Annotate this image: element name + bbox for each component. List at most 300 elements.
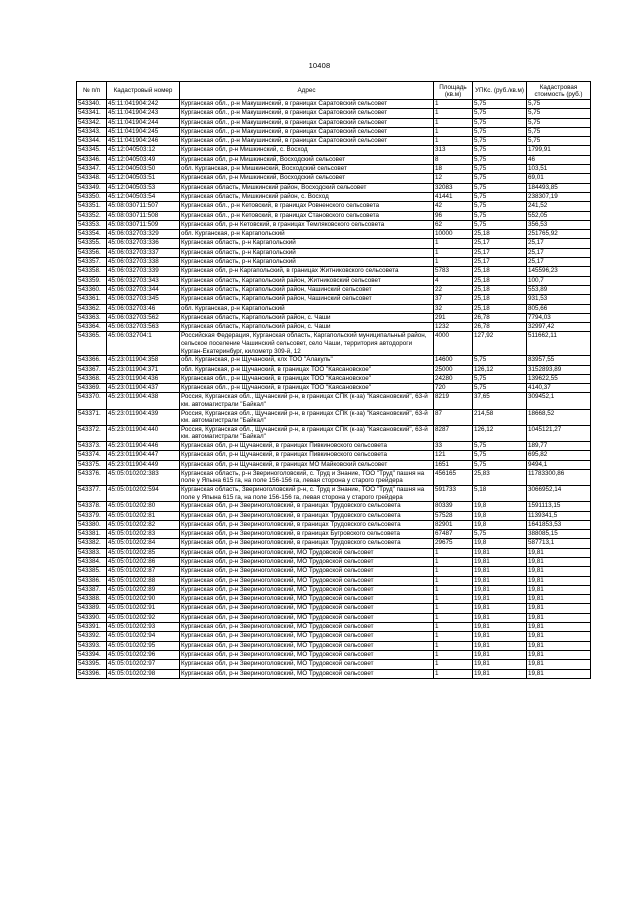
column-header-address: Адрес bbox=[180, 82, 434, 100]
unit-value-cell: 5,75 bbox=[473, 155, 527, 164]
cadastral-value-cell: 238307,19 bbox=[527, 192, 591, 201]
address-cell: Курганская обл, р-н Звериноголовский, МО Трудовской сельсовет bbox=[180, 567, 434, 576]
row-number-cell: 543361. bbox=[77, 295, 107, 304]
table-header-row bbox=[77, 82, 591, 100]
address-cell: Курганская обл, р-н Щучанский, в границах Пивкиновского сельсовета bbox=[180, 441, 434, 450]
table-row bbox=[77, 384, 591, 393]
area-cell: 1 bbox=[434, 118, 473, 127]
cadastral-number-cell: 45:05:010202:594 bbox=[107, 486, 180, 502]
address-cell: Курганская область, р-н Каргапольский bbox=[180, 239, 434, 248]
area-cell: 22 bbox=[434, 285, 473, 294]
table-row bbox=[77, 192, 591, 201]
area-cell: 4 bbox=[434, 276, 473, 285]
table-row bbox=[77, 613, 591, 622]
address-cell: Курганская обл, р-н Кетовский, в границах Темляковского сельсовета bbox=[180, 220, 434, 229]
area-cell: 8287 bbox=[434, 425, 473, 441]
cadastral-number-cell: 45:08:030711:507 bbox=[107, 202, 180, 211]
cadastral-number-cell: 45:05:010202:96 bbox=[107, 650, 180, 659]
area-cell: 1 bbox=[434, 641, 473, 650]
area-cell: 1 bbox=[434, 613, 473, 622]
address-cell: Курганская обл, р-н Звериноголовский, МО Трудовской сельсовет bbox=[180, 576, 434, 585]
row-number-cell: 543385. bbox=[77, 567, 107, 576]
unit-value-cell: 26,78 bbox=[473, 323, 527, 332]
cadastral-number-cell: 45:12:040503:53 bbox=[107, 183, 180, 192]
cadastral-number-cell: 45:06:032703:562 bbox=[107, 313, 180, 322]
address-cell: Курганская область, р-н Каргапольский bbox=[180, 248, 434, 257]
area-cell: 10000 bbox=[434, 230, 473, 239]
row-number-cell: 543383. bbox=[77, 548, 107, 557]
unit-value-cell: 26,78 bbox=[473, 313, 527, 322]
unit-value-cell: 5,75 bbox=[473, 374, 527, 383]
table-row bbox=[77, 539, 591, 548]
table-row bbox=[77, 267, 591, 276]
area-cell: 80339 bbox=[434, 502, 473, 511]
area-cell: 12 bbox=[434, 174, 473, 183]
address-cell: Курганская обл., р-н Макушинский, в границах Саратовский сельсовет bbox=[180, 100, 434, 109]
unit-value-cell: 5,75 bbox=[473, 530, 527, 539]
cadastral-value-cell: 388085,15 bbox=[527, 530, 591, 539]
row-number-cell: 543354. bbox=[77, 230, 107, 239]
address-cell: Курганская обл, р-н Звериноголовский, в границах Трудовского сельсовета bbox=[180, 539, 434, 548]
cadastral-number-cell: 45:05:010202:84 bbox=[107, 539, 180, 548]
table-row bbox=[77, 604, 591, 613]
table-row bbox=[77, 585, 591, 594]
area-cell: 1 bbox=[434, 632, 473, 641]
area-cell: 25000 bbox=[434, 365, 473, 374]
address-cell: Россия, Курганская обл., Щучанский р-н, в границах СПК (к-за) "Каясановский", 63-й км. автомагистрали "Байкал" bbox=[180, 409, 434, 425]
row-number-cell: 543346. bbox=[77, 155, 107, 164]
cadastral-value-cell: 1045121,27 bbox=[527, 425, 591, 441]
cadastral-value-cell: 103,51 bbox=[527, 165, 591, 174]
cadastral-value-cell: 69,01 bbox=[527, 174, 591, 183]
cadastral-value-cell: 5,75 bbox=[527, 137, 591, 146]
unit-value-cell: 5,75 bbox=[473, 451, 527, 460]
area-cell: 1 bbox=[434, 623, 473, 632]
table-row bbox=[77, 558, 591, 567]
row-number-cell: 543392. bbox=[77, 632, 107, 641]
cadastral-value-cell: 511662,11 bbox=[527, 332, 591, 356]
address-cell: обл. Курганская, р-н Мишкинский, Восходский сельсовет bbox=[180, 165, 434, 174]
row-number-cell: 543345. bbox=[77, 146, 107, 155]
cadastral-number-cell: 45:23:011904:446 bbox=[107, 441, 180, 450]
row-number-cell: 543370. bbox=[77, 393, 107, 409]
cadastral-number-cell: 45:23:011904:447 bbox=[107, 451, 180, 460]
row-number-cell: 543379. bbox=[77, 511, 107, 520]
row-number-cell: 543360. bbox=[77, 285, 107, 294]
address-cell: Курганская обл, р-н Мишкинский, Восходский сельсовет bbox=[180, 155, 434, 164]
area-cell: 29675 bbox=[434, 539, 473, 548]
table-row bbox=[77, 202, 591, 211]
table-row bbox=[77, 165, 591, 174]
area-cell: 8219 bbox=[434, 393, 473, 409]
address-cell: Курганская обл., р-н Макушинский, в границах Саратовский сельсовет bbox=[180, 127, 434, 136]
table-row bbox=[77, 127, 591, 136]
table-row bbox=[77, 425, 591, 441]
unit-value-cell: 25,83 bbox=[473, 469, 527, 485]
table-row bbox=[77, 460, 591, 469]
cadastral-value-cell: 5,75 bbox=[527, 109, 591, 118]
address-cell: Российская Федерация, Курганская область, Каргапольский муниципальный район, сельское поселение Чашинский сельсовет, село Чаши, территория автодороги Курган-Екатеринбург, километр 309-й, 12 bbox=[180, 332, 434, 356]
table-row bbox=[77, 258, 591, 267]
table-row bbox=[77, 295, 591, 304]
unit-value-cell: 5,75 bbox=[473, 137, 527, 146]
address-cell: Курганская обл, р-н Звериноголовский, МО Трудовской сельсовет bbox=[180, 650, 434, 659]
row-number-cell: 543388. bbox=[77, 595, 107, 604]
cadastral-number-cell: 45:23:011904:437 bbox=[107, 384, 180, 393]
table-row bbox=[77, 211, 591, 220]
table-row bbox=[77, 374, 591, 383]
cadastral-number-cell: 45:11:041904:245 bbox=[107, 127, 180, 136]
table-row bbox=[77, 323, 591, 332]
table-row bbox=[77, 230, 591, 239]
row-number-cell: 543353. bbox=[77, 220, 107, 229]
unit-value-cell: 5,75 bbox=[473, 441, 527, 450]
row-number-cell: 543376. bbox=[77, 469, 107, 485]
cadastral-value-cell: 553,89 bbox=[527, 285, 591, 294]
table-row bbox=[77, 239, 591, 248]
address-cell: Курганская обл, р-н Щучанский, в границах МО Майковский сельсовет bbox=[180, 460, 434, 469]
area-cell: 96 bbox=[434, 211, 473, 220]
table-row bbox=[77, 451, 591, 460]
cadastral-value-cell: 19,81 bbox=[527, 548, 591, 557]
address-cell: обл. Курганская, р-н Щучанский, в границах ТОО "Каясановское" bbox=[180, 365, 434, 374]
cadastral-value-cell: 145596,23 bbox=[527, 267, 591, 276]
row-number-cell: 543351. bbox=[77, 202, 107, 211]
unit-value-cell: 19,81 bbox=[473, 595, 527, 604]
cadastral-value-cell: 3152893,89 bbox=[527, 365, 591, 374]
cadastral-number-cell: 45:05:010202:383 bbox=[107, 469, 180, 485]
area-cell: 42 bbox=[434, 202, 473, 211]
cadastral-value-cell: 19,81 bbox=[527, 660, 591, 669]
table-row bbox=[77, 155, 591, 164]
table-row bbox=[77, 623, 591, 632]
row-number-cell: 543371. bbox=[77, 409, 107, 425]
address-cell: Курганская обл., р-н Щучанский, в границах ТОО "Каясановское" bbox=[180, 384, 434, 393]
cadastral-number-cell: 45:05:010202:85 bbox=[107, 548, 180, 557]
row-number-cell: 543393. bbox=[77, 641, 107, 650]
unit-value-cell: 5,75 bbox=[473, 211, 527, 220]
address-cell: Россия, Курганская обл., Щучанский р-н, в границах СПК (к-за) "Каясановский", 63-й км. автомагистрали "Байкал" bbox=[180, 393, 434, 409]
cadastral-value-cell: 25,17 bbox=[527, 239, 591, 248]
cadastral-value-cell: 100,7 bbox=[527, 276, 591, 285]
table-row bbox=[77, 109, 591, 118]
area-cell: 291 bbox=[434, 313, 473, 322]
address-cell: Курганская обл, р-н Звериноголовский, МО Трудовской сельсовет bbox=[180, 595, 434, 604]
table-row bbox=[77, 576, 591, 585]
cadastral-value-cell: 19,81 bbox=[527, 650, 591, 659]
row-number-cell: 543372. bbox=[77, 425, 107, 441]
row-number-cell: 543396. bbox=[77, 669, 107, 678]
unit-value-cell: 5,75 bbox=[473, 356, 527, 365]
unit-value-cell: 37,65 bbox=[473, 393, 527, 409]
cadastral-value-cell: 9494,1 bbox=[527, 460, 591, 469]
cadastral-value-cell: 19,81 bbox=[527, 585, 591, 594]
table-row bbox=[77, 511, 591, 520]
row-number-cell: 543373. bbox=[77, 441, 107, 450]
unit-value-cell: 5,75 bbox=[473, 165, 527, 174]
unit-value-cell: 25,18 bbox=[473, 285, 527, 294]
cadastral-number-cell: 45:06:032703:336 bbox=[107, 239, 180, 248]
area-cell: 4000 bbox=[434, 332, 473, 356]
cadastral-value-cell: 1641853,53 bbox=[527, 520, 591, 529]
cadastral-number-cell: 45:06:032703:563 bbox=[107, 323, 180, 332]
row-number-cell: 543381. bbox=[77, 530, 107, 539]
address-cell: Курганская обл, р-н Звериноголовский, в границах Бугровского сельсовета bbox=[180, 530, 434, 539]
area-cell: 8 bbox=[434, 155, 473, 164]
unit-value-cell: 19,8 bbox=[473, 511, 527, 520]
cadastral-number-cell: 45:05:010202:97 bbox=[107, 660, 180, 669]
cadastral-number-cell: 45:05:010202:83 bbox=[107, 530, 180, 539]
row-number-cell: 543356. bbox=[77, 248, 107, 257]
cadastral-number-cell: 45:06:032703:46 bbox=[107, 304, 180, 313]
row-number-cell: 543365. bbox=[77, 332, 107, 356]
row-number-cell: 543395. bbox=[77, 660, 107, 669]
unit-value-cell: 19,81 bbox=[473, 660, 527, 669]
cadastral-value-cell: 241,52 bbox=[527, 202, 591, 211]
cadastral-number-cell: 45:05:010202:94 bbox=[107, 632, 180, 641]
cadastral-number-cell: 45:23:011904:440 bbox=[107, 425, 180, 441]
address-cell: Курганская обл, р-н Звериноголовский, МО Трудовской сельсовет bbox=[180, 585, 434, 594]
row-number-cell: 543391. bbox=[77, 623, 107, 632]
cadastral-value-cell: 4140,37 bbox=[527, 384, 591, 393]
unit-value-cell: 214,58 bbox=[473, 409, 527, 425]
row-number-cell: 543344. bbox=[77, 137, 107, 146]
address-cell: Курганская обл, р-н Звериноголовский, МО Трудовской сельсовет bbox=[180, 641, 434, 650]
cadastral-value-cell: 11783300,86 bbox=[527, 469, 591, 485]
area-cell: 14600 bbox=[434, 356, 473, 365]
table-row bbox=[77, 248, 591, 257]
address-cell: Курганская обл., р-н Кетовский, в границах Ровненского сельсовета bbox=[180, 202, 434, 211]
cadastral-value-cell: 19,81 bbox=[527, 576, 591, 585]
address-cell: Курганская обл, р-н Мишкинский, Восходский сельсовет bbox=[180, 174, 434, 183]
unit-value-cell: 25,17 bbox=[473, 248, 527, 257]
unit-value-cell: 5,75 bbox=[473, 183, 527, 192]
area-cell: 1 bbox=[434, 567, 473, 576]
table-row bbox=[77, 313, 591, 322]
area-cell: 1 bbox=[434, 548, 473, 557]
cadastral-value-cell: 7794,03 bbox=[527, 313, 591, 322]
cadastral-value-cell: 32997,42 bbox=[527, 323, 591, 332]
unit-value-cell: 19,81 bbox=[473, 623, 527, 632]
address-cell: Курганская обл, р-н Мишкинский, с. Восход bbox=[180, 146, 434, 155]
address-cell: Курганская обл, р-н Звериноголовский, МО Трудовской сельсовет bbox=[180, 548, 434, 557]
unit-value-cell: 19,8 bbox=[473, 539, 527, 548]
row-number-cell: 543378. bbox=[77, 502, 107, 511]
table-row bbox=[77, 276, 591, 285]
unit-value-cell: 19,8 bbox=[473, 520, 527, 529]
area-cell: 32 bbox=[434, 304, 473, 313]
cadastral-number-cell: 45:05:010202:81 bbox=[107, 511, 180, 520]
table-row bbox=[77, 669, 591, 678]
address-cell: Курганская обл, р-н Звериноголовский, в границах Трудовского сельсовета bbox=[180, 511, 434, 520]
cadastral-number-cell: 45:11:041904:242 bbox=[107, 100, 180, 109]
cadastral-number-cell: 45:23:011904:439 bbox=[107, 409, 180, 425]
unit-value-cell: 25,18 bbox=[473, 295, 527, 304]
cadastral-number-cell: 45:23:011904:436 bbox=[107, 374, 180, 383]
cadastral-number-cell: 45:06:032703:344 bbox=[107, 285, 180, 294]
cadastral-number-cell: 45:11:041904:243 bbox=[107, 109, 180, 118]
cadastral-value-cell: 19,81 bbox=[527, 613, 591, 622]
address-cell: Курганская обл, р-н Звериноголовский, МО Трудовской сельсовет bbox=[180, 623, 434, 632]
area-cell: 62 bbox=[434, 220, 473, 229]
address-cell: Курганская обл., р-н Кетовский, в границах Становского сельсовета bbox=[180, 211, 434, 220]
unit-value-cell: 19,81 bbox=[473, 585, 527, 594]
table-row bbox=[77, 520, 591, 529]
unit-value-cell: 19,81 bbox=[473, 669, 527, 678]
row-number-cell: 543359. bbox=[77, 276, 107, 285]
row-number-cell: 543367. bbox=[77, 365, 107, 374]
row-number-cell: 543340. bbox=[77, 100, 107, 109]
table-row bbox=[77, 409, 591, 425]
row-number-cell: 543394. bbox=[77, 650, 107, 659]
unit-value-cell: 19,81 bbox=[473, 576, 527, 585]
row-number-cell: 543357. bbox=[77, 258, 107, 267]
address-cell: Курганская обл., р-н Макушинский, в границах Саратовский сельсовет bbox=[180, 118, 434, 127]
cadastral-number-cell: 45:06:032703:339 bbox=[107, 267, 180, 276]
cadastral-number-cell: 45:23:011904:438 bbox=[107, 393, 180, 409]
row-number-cell: 543342. bbox=[77, 118, 107, 127]
cadastral-value-cell: 805,66 bbox=[527, 304, 591, 313]
row-number-cell: 543343. bbox=[77, 127, 107, 136]
table-row bbox=[77, 660, 591, 669]
cadastral-number-cell: 45:06:032703:338 bbox=[107, 258, 180, 267]
cadastral-number-cell: 45:12:040503:49 bbox=[107, 155, 180, 164]
unit-value-cell: 5,18 bbox=[473, 486, 527, 502]
cadastral-value-cell: 356,53 bbox=[527, 220, 591, 229]
unit-value-cell: 19,81 bbox=[473, 558, 527, 567]
area-cell: 1 bbox=[434, 137, 473, 146]
table-row bbox=[77, 183, 591, 192]
cadastral-value-cell: 19,81 bbox=[527, 641, 591, 650]
cadastral-number-cell: 45:05:010202:82 bbox=[107, 520, 180, 529]
unit-value-cell: 5,75 bbox=[473, 146, 527, 155]
area-cell: 1 bbox=[434, 669, 473, 678]
row-number-cell: 543384. bbox=[77, 558, 107, 567]
column-header-area: Площадь (кв.м) bbox=[434, 82, 473, 100]
cadastral-number-cell: 45:06:032704:1 bbox=[107, 332, 180, 356]
cadastral-value-cell: 139622,55 bbox=[527, 374, 591, 383]
address-cell: Россия, Курганская обл., Щучанский р-н, в границах СПК (к-за) "Каясановский", 63-й км. автомагистрали "Байкал" bbox=[180, 425, 434, 441]
address-cell: Курганская обл, р-н Звериноголовский, в границах Трудовского сельсовета bbox=[180, 502, 434, 511]
cadastral-value-cell: 19,81 bbox=[527, 558, 591, 567]
row-number-cell: 543348. bbox=[77, 174, 107, 183]
cadastral-value-cell: 587713,1 bbox=[527, 539, 591, 548]
unit-value-cell: 5,75 bbox=[473, 460, 527, 469]
cadastral-value-cell: 19,81 bbox=[527, 623, 591, 632]
cadastral-value-cell: 19,81 bbox=[527, 632, 591, 641]
table-body bbox=[77, 100, 591, 679]
address-cell: Курганская область, Каргапольский район, Чашинский сельсовет bbox=[180, 285, 434, 294]
cadastral-value-cell: 189,77 bbox=[527, 441, 591, 450]
address-cell: Курганская обл, р-н Звериноголовский, МО Трудовской сельсовет bbox=[180, 660, 434, 669]
address-cell: Курганская область, Звериноголовский р-н, с. Труд и Знание, ТОО "Труд" пашня на поле у Япына 615 га, на поле 156-156 га, левая сторона у старого грейдера bbox=[180, 486, 434, 502]
cadastral-value-cell: 5,75 bbox=[527, 100, 591, 109]
area-cell: 1 bbox=[434, 248, 473, 257]
cadastral-value-cell: 19,81 bbox=[527, 567, 591, 576]
address-cell: Курганская обл, р-н Звериноголовский, МО Трудовской сельсовет bbox=[180, 669, 434, 678]
unit-value-cell: 25,18 bbox=[473, 230, 527, 239]
area-cell: 1232 bbox=[434, 323, 473, 332]
area-cell: 41441 bbox=[434, 192, 473, 201]
table-row bbox=[77, 632, 591, 641]
table-row bbox=[77, 285, 591, 294]
unit-value-cell: 5,75 bbox=[473, 109, 527, 118]
area-cell: 313 bbox=[434, 146, 473, 155]
unit-value-cell: 25,18 bbox=[473, 304, 527, 313]
unit-value-cell: 25,17 bbox=[473, 239, 527, 248]
address-cell: Курганская область, Каргапольский район, с. Чаши bbox=[180, 313, 434, 322]
cadastral-number-cell: 45:12:040503:54 bbox=[107, 192, 180, 201]
cadastral-number-cell: 45:05:010202:86 bbox=[107, 558, 180, 567]
table-row bbox=[77, 486, 591, 502]
cadastral-number-cell: 45:05:010202:95 bbox=[107, 641, 180, 650]
unit-value-cell: 126,12 bbox=[473, 425, 527, 441]
unit-value-cell: 5,75 bbox=[473, 202, 527, 211]
unit-value-cell: 25,18 bbox=[473, 267, 527, 276]
unit-value-cell: 19,81 bbox=[473, 613, 527, 622]
area-cell: 121 bbox=[434, 451, 473, 460]
row-number-cell: 543377. bbox=[77, 486, 107, 502]
cadastral-number-cell: 45:06:032703:329 bbox=[107, 230, 180, 239]
table-row bbox=[77, 530, 591, 539]
address-cell: Курганская обл, р-н Звериноголовский, в границах Трудовского сельсовета bbox=[180, 520, 434, 529]
unit-value-cell: 127,92 bbox=[473, 332, 527, 356]
cadastral-value-cell: 83957,55 bbox=[527, 356, 591, 365]
cadastral-value-cell: 695,82 bbox=[527, 451, 591, 460]
unit-value-cell: 19,81 bbox=[473, 650, 527, 659]
address-cell: Курганская область, р-н Каргапольский bbox=[180, 258, 434, 267]
row-number-cell: 543374. bbox=[77, 451, 107, 460]
cadastral-number-cell: 45:06:032703:337 bbox=[107, 248, 180, 257]
cadastral-number-cell: 45:23:011904:449 bbox=[107, 460, 180, 469]
table-row bbox=[77, 146, 591, 155]
row-number-cell: 543347. bbox=[77, 165, 107, 174]
area-cell: 1 bbox=[434, 109, 473, 118]
cadastral-number-cell: 45:23:011904:358 bbox=[107, 356, 180, 365]
unit-value-cell: 126,12 bbox=[473, 365, 527, 374]
cadastral-number-cell: 45:06:032703:345 bbox=[107, 295, 180, 304]
address-cell: Курганская область, р-н Звериноголовский, с. Труд и Знание, ТОО "Труд" пашня на поле у Япына 615 га, на поле 156-156 га, левая сторона у старого грейдера bbox=[180, 469, 434, 485]
cadastral-value-cell: 5,75 bbox=[527, 118, 591, 127]
unit-value-cell: 19,81 bbox=[473, 641, 527, 650]
cadastral-value-cell: 3066952,14 bbox=[527, 486, 591, 502]
address-cell: Курганская область, Мишкинский район, Восходский сельсовет bbox=[180, 183, 434, 192]
area-cell: 1 bbox=[434, 650, 473, 659]
table-row bbox=[77, 356, 591, 365]
address-cell: обл. Курганская, р-н Щучанский, клх ТОО "Алакуль" bbox=[180, 356, 434, 365]
cadastral-value-cell: 25,17 bbox=[527, 258, 591, 267]
area-cell: 720 bbox=[434, 384, 473, 393]
address-cell: обл. Курганская, р-н Каргапольский bbox=[180, 230, 434, 239]
address-cell: Курганская обл., р-н Щучанский, в границах ТОО "Каясановское" bbox=[180, 374, 434, 383]
area-cell: 1 bbox=[434, 660, 473, 669]
table-row bbox=[77, 332, 591, 356]
table-row bbox=[77, 220, 591, 229]
row-number-cell: 543341. bbox=[77, 109, 107, 118]
row-number-cell: 543380. bbox=[77, 520, 107, 529]
row-number-cell: 543386. bbox=[77, 576, 107, 585]
address-cell: Курганская обл., р-н Макушинский, в границах Саратовский сельсовет bbox=[180, 109, 434, 118]
unit-value-cell: 25,18 bbox=[473, 276, 527, 285]
address-cell: Курганская область, Мишкинский район, с. Восход bbox=[180, 192, 434, 201]
row-number-cell: 543355. bbox=[77, 239, 107, 248]
table-row bbox=[77, 137, 591, 146]
cadastral-registry-table bbox=[76, 81, 591, 679]
cadastral-value-cell: 552,05 bbox=[527, 211, 591, 220]
area-cell: 82901 bbox=[434, 520, 473, 529]
unit-value-cell: 5,75 bbox=[473, 174, 527, 183]
table-row bbox=[77, 595, 591, 604]
